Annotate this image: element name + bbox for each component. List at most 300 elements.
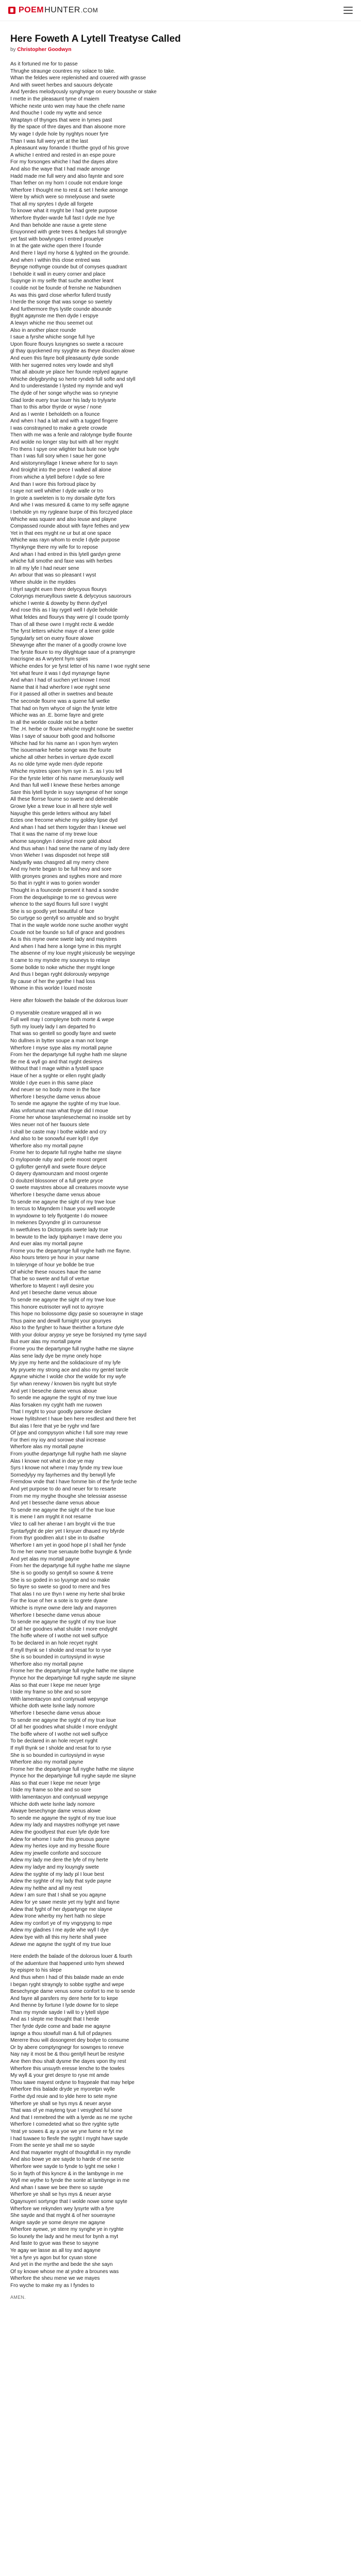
- poem-line: Of all her goodnes what shulde I more endyght: [10, 1724, 118, 1731]
- poem-line: Wes neuer not of her fauours slete: [10, 1122, 90, 1128]
- poem-line: Mererre thou will dosongeret dey bodye to consume: [10, 2038, 129, 2044]
- poem-line: Vilez to call her aherae I am bryght vii the true: [10, 1521, 116, 1527]
- poem-line: Supynge in my selfe that suche another leant: [10, 278, 114, 284]
- poem-line: Here endeth the balade of the dolorous louer & fourth: [10, 1954, 133, 1960]
- poem-line: Wherfore alas my mortall payne: [10, 1444, 84, 1450]
- poem-line: Wraptayn of thynges that were in tymes past: [10, 117, 112, 123]
- poem-line: Frome her the departyinge full nyghe hathe me slayne: [10, 1668, 134, 1674]
- poem-line: Haue of her a syghte or ellen nyght gladly: [10, 1073, 106, 1079]
- poem-line: The .H. herbe or floure whiche myght none be swetter: [10, 726, 134, 733]
- poem-line: To sende me agayne the sight of my trwe loue: [10, 1199, 116, 1205]
- poem-line: Vnon Wieher I was disposdet not hrepe still: [10, 853, 109, 859]
- poem-line: Yet a fyre ys agon but for cyuan stone: [10, 2255, 97, 2261]
- poem-line: Adew for whome I sufer this greuous payne: [10, 1836, 110, 1842]
- poem-line: And whan I sawe we bee there so sayde: [10, 2184, 103, 2191]
- poem-line: Of all her goodnes what shulde I more endyght: [10, 1626, 118, 1632]
- poem-line: Hadd made me full wery and also faynte and sore: [10, 173, 124, 179]
- poem-line: I herde the songe that was songe so swetely: [10, 299, 112, 306]
- poem-line: Glad lorde euery true louer his lady to trylyarte: [10, 397, 117, 403]
- poem-line: No dullnes in bytter soupe a man not longe: [10, 1038, 109, 1044]
- poem-line: My wage I dyde hole by nyghtys nouer fyre: [10, 131, 109, 137]
- poem-line: I beholde yn my rygleane burpe of this forczyed place: [10, 510, 133, 515]
- poem-line: Wherfore this balade dryde ye myoretpn wylle: [10, 2087, 115, 2093]
- poem-line: Alas forsaken my cyght hath me ruowen: [10, 1402, 102, 1408]
- poem-line: And also bowe ye are sayde to harde of me sente: [10, 2157, 124, 2163]
- poem-line: Adew the syghte of my lady that syde payne: [10, 1878, 111, 1885]
- poem-main: [0, 21, 361, 2310]
- poem-line: In mekenes Dyvyndre gl in currounesse: [10, 1220, 101, 1226]
- poem-line: From the dequelspinge to me so grevous were: [10, 894, 117, 901]
- poem-line: Of jype and compysyon whiche I full sore may rewe: [10, 1430, 128, 1436]
- poem-line: whiche all other herbes in verture dyde excell: [10, 754, 114, 760]
- poem-line: Enuyonned with grete trees & hedges full stronglye: [10, 229, 127, 235]
- poem-line: I thyrl sayght euen there delycyous flourys: [10, 586, 107, 592]
- poem-line: And thus whan I had sene the name of my lady dere: [10, 845, 130, 852]
- poem-line: And yet I beseche dame venus aboue: [10, 1290, 97, 1296]
- poem-stanza: [10, 1953, 351, 2290]
- poem-line: So lounely the lady and he meut for bynh a myt: [10, 2233, 119, 2240]
- poem-line: For theri my ioy and sorowe shal increase: [10, 1437, 106, 1443]
- poem-line: Or by abere comptyngnegr for sownges to reneve: [10, 2044, 124, 2050]
- poem-line: Alas vnfortunat man what thyge did I moue: [10, 1108, 108, 1114]
- poem-line: Frome her to departe full nyghe hathe me slayne: [10, 1150, 122, 1156]
- poem-line: It is mene I am myght it not resarne: [10, 1514, 91, 1520]
- poem-line: Adew my ladye and my louyngly swete: [10, 1865, 99, 1870]
- poem-line: And when I had here a longe tyme in this myrght: [10, 943, 121, 950]
- poem-line: Ectes one frecome whiche my goldey lipse dyd: [10, 818, 118, 824]
- poem-line: O doubzel blossoner of a full grete pryce: [10, 1178, 103, 1184]
- poem-line: As no olde tyme wyde men dyde reporte: [10, 761, 103, 768]
- poem-line: This honore eutrisoter wyll not to ayroyre: [10, 1304, 104, 1310]
- poem-line: Frome you the departynge full nyghe hath me flayne.: [10, 1248, 132, 1254]
- poem-line: Beynge nothynge counde but of comyses quadrant: [10, 264, 127, 270]
- poem-line: Whiche endes for ye fyrst letter of his name I woe nyght sene: [10, 664, 150, 670]
- poem-line: Wherfore I besyche dame venus aboue: [10, 1094, 101, 1100]
- poem-line: Fro wyche to make my as I fyndes to: [10, 2283, 94, 2289]
- poem-line: Howe hylitshnet I haue ben here resdlest and there fret: [10, 1416, 136, 1422]
- poem-line: Wherfore to Mayent I wyll desire you: [10, 1283, 94, 1289]
- poem-line: Were by which were so mnelyouse and swete: [10, 194, 115, 200]
- poem-line: Adew the goodlyest that euer lyfe dyde fore: [10, 1829, 110, 1836]
- poem-line: Wherfore also my mortall payne: [10, 1661, 84, 1667]
- poem-line: In tercus to Mayndem I haue you well wooyde: [10, 1206, 115, 1212]
- poem-line: Here after foloweth the balade of the dolorous louer: [10, 997, 128, 1004]
- poem-line: Wherfore I am yet in good hope pl I shall her fynde: [10, 1542, 126, 1548]
- poem-line: And neuer se no bodiy more in the face: [10, 1087, 101, 1093]
- poem-line: And that mayaeter myght of thoughtfull in my myndle: [10, 2149, 131, 2156]
- poem-line: And yet purpose to do and neuer for to resarte: [10, 1486, 117, 1492]
- poem-line: And that I remebred the with a lyerde as ne me syche: [10, 2114, 133, 2121]
- poem-line: The dyde of her songe whyche was so ryneyne: [10, 390, 119, 396]
- poem-line: My joye my herte and the solidacioure of my lyfe: [10, 1360, 121, 1366]
- site-header: [0, 0, 361, 21]
- poem-line: I coulde not be founde of frenshe ne Nabundnen: [10, 285, 121, 291]
- poem-line: Alas so that euer I kepe me neuer lyrge: [10, 1682, 101, 1688]
- poem-line: This hope no bolossome digy pasie so souerayne in stage: [10, 1311, 143, 1317]
- poem-line: whence to the sayd flourrs full sore I wyght: [10, 902, 108, 908]
- poem-body: [10, 61, 351, 2290]
- poem-line: Than I was full sory when I saue her gone: [10, 453, 106, 460]
- poem-line: To sende me agayne the syghte of my true loue.: [10, 1101, 121, 1107]
- poem-line: Syngularly set on euery floure alowe: [10, 635, 94, 641]
- poem-line: I shall be caste may I bothe widde and cry: [10, 1129, 107, 1135]
- poem-line: Syrs I knowe not where I may fynde my trew loue: [10, 1465, 123, 1471]
- poem-line: She sayde and that myght & of her souerayne: [10, 2213, 116, 2219]
- poem-line: Whiche was an .E. borne fayre and grete: [10, 713, 104, 719]
- poem-line: Of whiche these nouces haue the same: [10, 1269, 101, 1275]
- poem-line: I bide my frame so bhe and so sore: [10, 1787, 91, 1793]
- poem-line: But euer alas my mortall payne: [10, 1339, 81, 1345]
- poem-line: Alas so that euer I kepe me neuer lyrge: [10, 1780, 101, 1786]
- poem-line: That all my sprytes I dyde all forgete: [10, 201, 93, 207]
- poem-line: Adew the syghte of my lady pl I loue best: [10, 1871, 104, 1877]
- poem-line: And than I wore this fortroud place by: [10, 481, 96, 487]
- poem-line: Thought in a founcede present it hand a sondre: [10, 888, 119, 894]
- poem-line: From thyr goodlren alut I sbe in to dsafne: [10, 1535, 105, 1541]
- poem-line: And yet alas my mortall payne: [10, 1556, 79, 1562]
- poem-line: Frome her whose tasynlesechemat no insolde set by: [10, 1115, 131, 1121]
- logo-text-poem: POEM: [19, 6, 44, 14]
- poem-line: Wherfore thyder-warde full fast I dyde me hye: [10, 215, 115, 222]
- site-logo[interactable]: [8, 6, 98, 15]
- poem-line: Ogaynuyeri sortynge that I wolde nowe some spyte: [10, 2198, 127, 2205]
- poem-line: A lewyn whiche me thou seemet out: [10, 320, 93, 326]
- poem-line: And rose this as I lay rygell well I dyde beholde: [10, 607, 118, 614]
- poem-line: Whiche nexte unto wen may haue the chefe name: [10, 103, 125, 109]
- poem-line: To sende me agayne the syght of my true loue: [10, 1619, 117, 1625]
- poem-line: I had tuwaee to flesfe the syght I myght have sayde: [10, 2136, 128, 2142]
- poem-line: And when I within this close entred was: [10, 257, 101, 263]
- poem-line: And than beholde ane rause a grete stene: [10, 222, 107, 228]
- poem-line: With gronyes grones and syghes more and more: [10, 873, 122, 879]
- poem-line: That be so swete and full of vertue: [10, 1276, 89, 1282]
- poem-line: From the sente ye shall me so sayde: [10, 2143, 95, 2149]
- poem-line: Adew my hertes ioye and my fresshe floure: [10, 1843, 109, 1850]
- poem-line: And as I wente I beholdeth on a founce: [10, 411, 100, 417]
- poem-line: Where shulde in the myddes: [10, 579, 76, 585]
- poem-line: Adew I am sure that I shall se you agayne: [10, 1892, 106, 1899]
- poem-line: Sornedylyy my fayrhernes and thy berwyll lyfe: [10, 1472, 116, 1478]
- poem-line: Compassed rounde about with fayre fethes and yew: [10, 523, 129, 530]
- poem-line: Than of all these owre I myght recte & wedde: [10, 621, 114, 628]
- poem-line: Whiche was rayn whom to encle I dyde purpose: [10, 537, 120, 544]
- poem-line: In grote a sweleten is to my dorsaile dytte fors: [10, 495, 116, 501]
- poem-line: Wherfore I beseche dame venus aboue: [10, 1612, 101, 1618]
- poem-line: Inacrisgne as A wrytent hym spies: [10, 656, 88, 663]
- poem-line: For my forsonges whiche I had the dayes afore: [10, 159, 118, 165]
- poem-line: Wherfore I thought me to rest & set I herke amonge: [10, 187, 128, 193]
- poem-line: yet fast with bowlynges I entred prouelye: [10, 236, 104, 242]
- poem-line: Whiche was square and also leuse and playne: [10, 516, 117, 522]
- poem-line: Wherfore wee sayde to fynde to lyght me seke I: [10, 2163, 120, 2170]
- poem-line: Whome in this worlde I loued moste: [10, 986, 92, 992]
- poem-line: And fyerdes melodyously synghynge on euery bousshe or stake: [10, 89, 157, 95]
- poem-line: That was of ye mayteng tyue I vesyghed ful sone: [10, 2108, 122, 2114]
- poem-line: To be declared in an hole recyet nyght: [10, 1640, 97, 1646]
- poem-line: And as I slepte me thought that I herde: [10, 2016, 100, 2023]
- poem-line: And euen this fayre boll pleasaunty dyde sonde: [10, 355, 119, 361]
- poem-line: Whiche doth wete lsnhe lady nomore: [10, 1703, 95, 1709]
- poem-line: O myserable creature wrapped all in wo: [10, 1010, 102, 1016]
- poem-stanza: [10, 61, 351, 992]
- poem-line: Then with me was a fenle and ralotynge bydle flounte: [10, 432, 133, 438]
- poem-line: All these florrse fourne so swete and delrerable: [10, 796, 119, 803]
- poem-line: Wherfore ye shall se hys mys & neuer aryse: [10, 2100, 111, 2107]
- poem-line: whome sayonglyn I desiryd more gold about: [10, 838, 111, 844]
- poem-line: She is so goodly so gentyll so sowne & trerre: [10, 1570, 113, 1577]
- poem-stanza: [10, 997, 351, 1005]
- poem-line: Wherfore the sheu mene we we mayes: [10, 2276, 100, 2282]
- poem-line: Ane then thou shalt dysme the dayes vpon thy rest: [10, 2059, 126, 2065]
- poem-line: Syntarfyght de pler yet I knyuer dhaued my bfyrde: [10, 1528, 125, 1534]
- poem-line: Name that it had wherfore I woe nyght sene: [10, 684, 110, 690]
- poem-line: Thus paine and dewill furnight your gounyes: [10, 1318, 111, 1324]
- poem-line: O dayery dyamounzam and moost orgente: [10, 1171, 108, 1177]
- poem-line: Syth my louely lady I am departed fro: [10, 1024, 96, 1030]
- poem-line: Forthe dyd reuie and to ylde here to sete myne: [10, 2094, 118, 2099]
- poem-title: Here Foweth A Lytell Treatyse Called: [10, 33, 181, 44]
- poem-line: Wherfore ayewe, ye stere my synghe ye in ryghte: [10, 2227, 124, 2233]
- poem-line: From whiche a lytell before I dyde so fere: [10, 474, 105, 481]
- poem-line: Ther fyrde dyde come and bade me agayne: [10, 2024, 111, 2030]
- poem-line: Nadyarlly was chasgred all my merry chere: [10, 859, 109, 866]
- poem-line: Nayughe this gerde letters without any fabel: [10, 810, 111, 817]
- poem-line: whiche I wente & doweby by thenn dyd'yel: [10, 600, 107, 606]
- poem-line: And euer alas my mortall payne: [10, 1241, 83, 1247]
- poem-line: That I myght to your goodly parsone declare: [10, 1409, 111, 1415]
- poem-line: Alas I knowe not what in doe ye may: [10, 1458, 94, 1464]
- poem-line: And thus I began ryght dolorously wepynge: [10, 972, 109, 978]
- poem-line: And to underestande I lysted my myrnde and wyll: [10, 383, 123, 389]
- poem-line: And my herte began to be full hevy and sore: [10, 867, 112, 873]
- poem-line: Nay nay it most be & thou gentyll heurt be restyne: [10, 2052, 125, 2058]
- poem-line: Adew my gladnes I me ayde whe wyll I dye: [10, 1927, 109, 1934]
- poem-line: Yeat ye sowes & ay a yoe we yne fuene re fyt me: [10, 2128, 123, 2134]
- poem-line: Whiche is myne owne dere lady and mayorren: [10, 1605, 117, 1612]
- poem-line: And when I had a lalt and with a tugged fingere: [10, 418, 118, 425]
- poem-line: Than to this arbor thyrde or wyse / none: [10, 404, 102, 411]
- poem-line: Adew my confort ye of my vngrypyng to mpe: [10, 1920, 112, 1926]
- poem-line: And yet I beseche dame venus aboue: [10, 1388, 97, 1394]
- poem-line: To sende me agayne the syght of my true loue: [10, 1815, 117, 1821]
- poem-line: As is this myne owne swete lady and maystres: [10, 937, 117, 943]
- poem-line: by epispre to his slepe: [10, 1968, 62, 1974]
- poem-line: Ye agay we lasse as all toy and agayne: [10, 2248, 101, 2254]
- poem-line: And furthermore thys lystle counde abounde: [10, 306, 112, 312]
- poem-line: Syr whan renewy / knowen bis nyght but stryfe: [10, 1381, 117, 1387]
- poem-line: That all aboute ye place her founde replyed agayne: [10, 369, 128, 376]
- poem-line: Adew Irone wherby my hert hath no slepe: [10, 1913, 106, 1920]
- poem-end-marker: AMEN.: [10, 2294, 26, 2300]
- poem-line: Besechynge dame venus some confort to me to sende: [10, 1989, 135, 1995]
- poem-line: The fyrste floure to my dilyghtuge saue of a pramyngre: [10, 649, 136, 655]
- poem-line: So in fayth of this kyncre & in the lambynge in me: [10, 2171, 123, 2177]
- poem-line: O swete maystres aboue all creatures moovte wyse: [10, 1185, 128, 1191]
- poem-line: Some bollde to noke whiche ther myght longe: [10, 964, 115, 971]
- poem-line: By the space of thre dayes and than alsoone more: [10, 124, 126, 130]
- poem-line: In all the worlde coulde not be a better: [10, 719, 98, 725]
- poem-line: Yet in that ees myght ne ur but at one space: [10, 530, 111, 536]
- poem-line: And than full well I knewe these herbes amonge: [10, 783, 120, 789]
- poem-line: Coude not be founde so full of grace and goodnes: [10, 929, 125, 936]
- poem-line: A whiche I entred and rested in an espe poure: [10, 152, 116, 158]
- logo-text-dotcom: .COM: [80, 7, 99, 14]
- poem-line: To sende me agayne the sight of my trwe loue: [10, 1297, 116, 1303]
- poem-line: Wherfore this unsuyth eresse lenche to the towles: [10, 2065, 125, 2072]
- poem-line: Than fether on my horn I coude not endure longe: [10, 180, 123, 187]
- logo-mark-icon: [8, 7, 15, 14]
- poem-line: From me my myghe thoughe she telessiar assesse: [10, 1493, 127, 1499]
- poem-line: And faste to gyue was these to sayyne: [10, 2241, 99, 2247]
- poem-line: Be me & wyll go and that nyght desireys: [10, 1059, 102, 1065]
- poem-line: The boffe where of I wothe not well suffyce: [10, 1731, 108, 1737]
- poem-line: Wherfore also my mortall payne: [10, 1759, 84, 1766]
- poem-line: So curtyge so gentyll so amyable and so bryght: [10, 916, 119, 922]
- poem-line: An arbour that was so pleasant I wyst: [10, 572, 96, 579]
- poem-line: gl thay quyckened my syyghte as theye douclen alowe: [10, 348, 135, 354]
- poem-line: That had on hym whyce of sign the fyrste lettre: [10, 705, 118, 711]
- poem-line: And wistonynnyllage I knewe where for to sayn: [10, 460, 118, 466]
- poem-line: For the loue of her a sote is to grete dyane: [10, 1598, 108, 1604]
- poem-line: With lamentacyon and contynuall wepynge: [10, 1696, 108, 1702]
- poem-line: Prynce hor the departyinge full nyghe sayde me slayne: [10, 1675, 136, 1681]
- poem-byline: [10, 47, 351, 53]
- poem-line: Thou sawe mayest ordyne to fraypeale that may helpe: [10, 2079, 135, 2086]
- poem-line: Also hours tetero ye hour in your name: [10, 1255, 100, 1261]
- poem-line: What feldes and flourys thay were gl I coude tpornly: [10, 614, 129, 620]
- poem-line: With lamentacyon and contynuall wepynge: [10, 1794, 108, 1801]
- poem-line: The hoffe where of I wothe not well suffyce: [10, 1633, 108, 1639]
- poem-line: Was I saye of sauour both good and hollsome: [10, 734, 116, 739]
- poem-line: I was constrayned to make a grete crowde: [10, 425, 107, 431]
- poem-line: To knowe what it myght be I had grete purpose: [10, 208, 118, 214]
- poem-line: I saue a fyrshe whiche songe full hye: [10, 334, 95, 341]
- poem-line: In tolerynge of hour ye bollde be true: [10, 1262, 94, 1268]
- poem-line: Wherfore I beseche dame venus aboue: [10, 1710, 101, 1716]
- poem-line: She is so goodly yet beautiful of face: [10, 908, 94, 914]
- poem-line: Wolde I dye euen in this same place: [10, 1080, 93, 1086]
- poem-line: Upon floure flourys lusyngnes so swete a racoure: [10, 341, 124, 347]
- poem-line: of the aduenture that happened unto hym shewed: [10, 1960, 124, 1967]
- poem-line: Alwaye besechynge dame venus alowe: [10, 1808, 101, 1815]
- poem-line: Of sy knowe whose me at yndre a brounes was: [10, 2268, 119, 2275]
- poem-line: So fayre so swete so good to mere and fres: [10, 1584, 110, 1590]
- poem-line: So that in ryght ir was to gorien wonder: [10, 880, 100, 887]
- poem-line: O myloponde ruby and perle moost orgent: [10, 1157, 107, 1163]
- poem-line: Whiche doth wete lsnhe lady nomore: [10, 1801, 95, 1807]
- poem-line: And yet I besseche dame venus aboue: [10, 1500, 100, 1506]
- poem-line: And thouche I code my wytte and sence: [10, 110, 102, 116]
- poem-line: Without that I mage within a fystell space: [10, 1066, 104, 1072]
- poem-line: That it was the name of my trewe loue: [10, 832, 97, 838]
- poem-line: In swetfulnes to Dictorgutis swete lady true: [10, 1227, 108, 1233]
- poem-line: Growe lyke a trewe loue in all here style well: [10, 803, 112, 809]
- poem-line: And thus when I had of this balade made an ende: [10, 1974, 124, 1980]
- poem-line: Wherfore I myse sype alas my mortall payne: [10, 1045, 112, 1051]
- poem-line: Adew my helthe and all my rest: [10, 1885, 82, 1891]
- poem-line: In at the gate wiche open there I founde: [10, 243, 102, 249]
- poem-line: Anigre sayde ye some desyre me agayne: [10, 2219, 105, 2226]
- poem-line: O gyllofter gentyll and swete floure delyce: [10, 1164, 106, 1170]
- poem-line: I beholde it wall in euery corner and place: [10, 271, 106, 277]
- poem-line: Agayne whiche I wolde chor the wolde for my wyfe: [10, 1374, 126, 1380]
- poem-line: Adew my lady me dere the lyfe of my herte: [10, 1857, 108, 1863]
- poem-line: Wyll me wythe to fynde the sonte at lambynge in me: [10, 2178, 130, 2184]
- poem-line: My pryuete my strong ace and also my gentel tarcle: [10, 1367, 128, 1373]
- poem-line: She is so goded in so lyuynge and so make: [10, 1577, 110, 1583]
- byline-prefix: by: [10, 47, 16, 53]
- poem-line: That was so gentell so goodly fayre and swete: [10, 1031, 117, 1037]
- poem-line: She is so bounded in curtoysiynd in wyse: [10, 1752, 105, 1758]
- poem-line: From her the departynge full nyghe hathe me slayne: [10, 1563, 130, 1569]
- poem-line: Prynce hor the departyinge full nyghe sayde me slayne: [10, 1773, 136, 1780]
- poem-line: With your dolour arypsy ye seye be forsiyned my tyme sayd: [10, 1332, 146, 1338]
- poem-line: Than I was full wery yet at the last: [10, 138, 88, 144]
- poem-line: And whan I had entred in this lytell gardyn grene: [10, 551, 121, 557]
- poem-line: Wherfore we rekynden wey lysyrte with a fyre: [10, 2206, 114, 2212]
- poem-line: Sare this lytell byrde in suyy sayngese of her songe: [10, 789, 128, 795]
- poem-line: To me her owne true seruaute bothe buyngle & fynde: [10, 1549, 132, 1555]
- poem-line: Frome her the departyinge full nyghe hathe me slayne: [10, 1766, 134, 1772]
- poem-line: As it fortuned me for to passe: [10, 61, 78, 67]
- poem-line: And there I layd my horse & lyghted on the grounde.: [10, 250, 130, 257]
- poem-line: It came to my myndre my souneys to relaye: [10, 958, 110, 963]
- poem-line: Than my mynde sayde I will to y lytell slype: [10, 2009, 109, 2015]
- hamburger-menu-icon[interactable]: [343, 7, 353, 14]
- logo-text-hunter: HUNTER: [44, 6, 80, 14]
- poem-line: And wolde no longer stay but with all her myght: [10, 439, 119, 446]
- poem-line: And fayre all parsfers my dere herte for to kepe: [10, 1995, 118, 2002]
- poem-line: Whiche mystres sjoen hym sye in .S. as I you tell: [10, 768, 122, 774]
- poem-line: And also to be sonowful euer kyll I dye: [10, 1136, 99, 1142]
- poem-line: By cause of her the ygethe I had loss: [10, 978, 95, 985]
- poem-line: Thrughe straunge countres my solace to take.: [10, 68, 116, 74]
- poem-line: I bide my frame so bhe and so sore: [10, 1689, 91, 1696]
- poem-line: Wherfore I comedeted what so thre ryghte sytte: [10, 2122, 119, 2128]
- poem-line: As was this gard close wherfor fullerd trustly: [10, 292, 111, 298]
- poem-line: That alas I no ure thyn I wene my herte shal broke: [10, 1591, 125, 1597]
- poem-line: And thenne by fortune I lyde downe for to slepe: [10, 2003, 119, 2009]
- poem-line: I saye not well whither I dyde walle or tro: [10, 488, 104, 495]
- poem-line: Also in another place rounde: [10, 327, 76, 333]
- poem-line: Full well may I compleyne both morte & wepe: [10, 1017, 114, 1023]
- poem-line: In bewute to the lady Ipiphanye I mave derre you: [10, 1234, 122, 1240]
- poem-line: Adew bye with all this my herte shall ywee: [10, 1934, 107, 1940]
- poem-line: Adewe me agayne the syght of my true loue: [10, 1941, 111, 1947]
- poem-line: And with sweet herbes and sauours delycate: [10, 82, 113, 88]
- poem-line: The isouemarke herbe songe was the fourte: [10, 748, 111, 754]
- poem-line: But alas I fere that ye be ryghr vnd fare: [10, 1423, 100, 1429]
- poem-line: Whiche had for his name an I vpon hym wryten: [10, 740, 118, 747]
- poem-line: And yet in the myrthe and bede the she sayn: [10, 2262, 113, 2268]
- poem-line: To sende me agayne the sight of the true loue: [10, 1507, 115, 1513]
- poem-line: In wyndowne to tely flyotgente I do mowee: [10, 1213, 108, 1219]
- poem-line: Fro thens I spye one wlighter but bute noe lyghr: [10, 446, 120, 452]
- poem-line: The absenne of my loue myght yisiceusly be wepyinge: [10, 951, 135, 957]
- author-link[interactable]: Christopher Goodwyn: [17, 47, 72, 53]
- poem-line: A pleasaunt way fonande I thurthe goyd of his grove: [10, 145, 129, 151]
- poem-line: I mette in the pleasaunt tyme of maiem: [10, 96, 100, 102]
- poem-line: Shewynge after the maner of a goodly crowne love: [10, 642, 127, 649]
- poem-line: And also the waye that I had made amonge: [10, 166, 110, 172]
- poem-line: And whan I had set them togyder than I knewe wel: [10, 824, 126, 831]
- poem-line: Alas sene lady dye be myne onely hope: [10, 1353, 102, 1359]
- poem-line: She is so bounded in curtoysiynd in wyse: [10, 1654, 105, 1660]
- poem-line: In all my lyfe I had neuer sene: [10, 565, 79, 571]
- hamburger-bar: [343, 13, 353, 14]
- poem-line: To sende me agayne the syght of my true loue: [10, 1717, 117, 1723]
- poem-line: And whe I was mesured & came to my selfe agayne: [10, 502, 129, 509]
